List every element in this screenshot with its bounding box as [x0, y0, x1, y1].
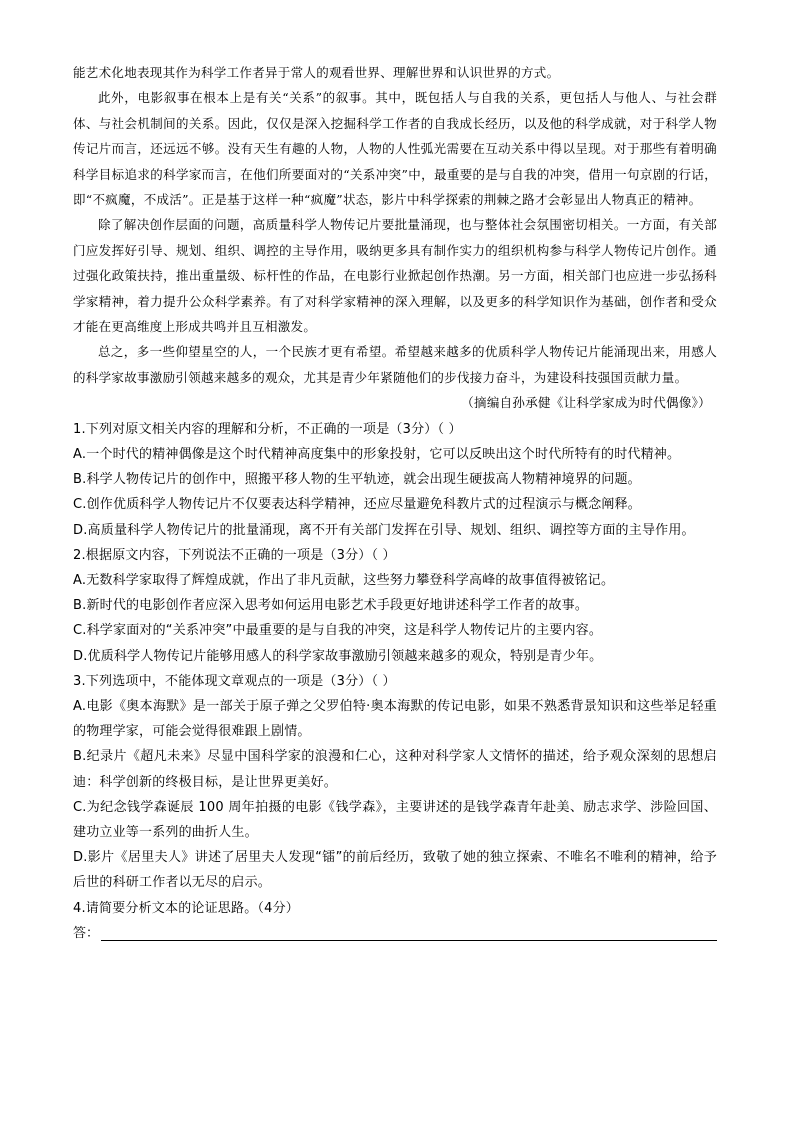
question-3-option-b: B.纪录片《超凡未来》尽显中国科学家的浪漫和仁心，这种对科学家人文情怀的描述，给予观众深刻的思想启迪：科学创新的终极目标，是让世界更美好。 [73, 749, 717, 790]
question-2 [73, 543, 717, 669]
passage-paragraph-1: 此外，电影叙事在根本上是有关“关系”的叙事。其中，既包括人与自我的关系，更包括人与他人、与社会群体、与社会机制间的关系。因此，仅仅是深入挖掘科学工作者的自我成长经历，以及他的科学成就，对于科学人物传记片而言，还远远不够。没有天生有趣的人物，人物的人性弧光需要在互动关系中得以呈现。对于那些有着明确科学目标追求的科学家而言，在他们所要面对的“关系冲突”中，最重要的是与自我的冲突，借用一句京剧的行话，即“不疯魔，不成活”。正是基于这样一种“疯魔”状态，影片中科学探索的荆棘之路才会彰显出人物真正的精神。 [73, 90, 717, 208]
reading-passage [73, 60, 717, 416]
answer-line [73, 921, 717, 946]
passage-paragraph-2: 除了解决创作层面的问题，高质量科学人物传记片要批量涌现，也与整体社会氛围密切相关。一方面，有关部门应发挥好引导、规划、组织、调控的主导作用，吸纳更多具有制作实力的组织机构参与科学人物传记片创作。通过强化政策扶持，推出重量级、标杆性的作品，在电影行业掀起创作热潮。另一方面，相关部门也应进一步弘扬科学家精神，着力提升公众科学素养。有了对科学家精神的深入理解，以及更多的科学知识作为基础，创作者和受众才能在更高维度上形成共鸣并且互相激发。 [73, 217, 717, 335]
question-1 [73, 417, 717, 543]
question-4 [73, 896, 717, 946]
exam-page [73, 60, 717, 946]
passage-paragraph-0: 能艺术化地表现其作为科学工作者异于常人的观看世界、理解世界和认识世界的方式。 [73, 65, 560, 80]
passage-source: （摘编自孙承健《让科学家成为时代偶像》） [461, 395, 711, 411]
question-1-option-c: C.创作优质科学人物传记片不仅要表达科学精神，还应尽量避免科教片式的过程演示与概念阐释。 [73, 497, 642, 513]
question-1-option-b: B.科学人物传记片的创作中，照搬平移人物的生平轨迹，就会出现生硬拔高人物精神境界的问题。 [73, 472, 641, 488]
question-list [73, 417, 717, 946]
answer-blank[interactable] [101, 922, 717, 941]
question-1-option-a: A.一个时代的精神偶像是这个时代精神高度集中的形象投射，它可以反映出这个时代所特有的时代精神。 [73, 446, 681, 462]
question-1-option-d: D.高质量科学人物传记片的批量涌现，离不开有关部门发挥在引导、规划、组织、调控等方面的主导作用。 [73, 522, 695, 538]
question-2-option-c: C.科学家面对的“关系冲突”中最重要的是与自我的冲突，这是科学人物传记片的主要内容。 [73, 623, 603, 639]
question-2-option-d: D.优质科学人物传记片能够用感人的科学家故事激励引领越来越多的观众，特别是青少年。 [73, 648, 603, 664]
question-2-stem: 2.根据原文内容，下列说法不正确的一项是（3分）（ ） [73, 547, 396, 563]
question-3-option-d: D.影片《居里夫人》讲述了居里夫人发现“镭”的前后经历，致敬了她的独立探索、不唯名不唯利的精神，给予后世的科研工作者以无尽的启示。 [73, 850, 717, 891]
question-2-option-a: A.无数科学家取得了辉煌成就，作出了非凡贡献，这些努力攀登科学高峰的故事值得被铭记。 [73, 572, 615, 588]
question-3-option-a: A.电影《奥本海默》是一部关于原子弹之父罗伯特·奥本海默的传记电影，如果不熟悉背景知识和这些举足轻重的物理学家，可能会觉得很难跟上剧情。 [73, 698, 717, 740]
question-3-option-c: C.为纪念钱学森诞辰 100 周年拍摄的电影《钱学森》，主要讲述的是钱学森青年赴美、励志求学、涉险回国、建功立业等一系列的曲折人生。 [73, 799, 717, 840]
answer-label: 答： [73, 925, 100, 941]
question-3 [73, 669, 717, 896]
question-4-stem: 4.请简要分析文本的论证思路。（4分） [73, 900, 299, 916]
question-2-option-b: B.新时代的电影创作者应深入思考如何运用电影艺术手段更好地讲述科学工作者的故事。 [73, 598, 589, 614]
question-1-stem: 1.下列对原文相关内容的理解和分析，不正确的一项是（3分）（ ） [73, 421, 462, 437]
question-3-stem: 3.下列选项中，不能体现文章观点的一项是（3分）（ ） [73, 673, 396, 689]
passage-paragraph-3: 总之，多一些仰望星空的人，一个民族才更有希望。希望越来越多的优质科学人物传记片能涌现出来，用感人的科学家故事激励引领越来越多的观众，尤其是青少年紧随他们的步伐接力奋斗，为建设科技强国贡献力量。 [73, 344, 717, 385]
